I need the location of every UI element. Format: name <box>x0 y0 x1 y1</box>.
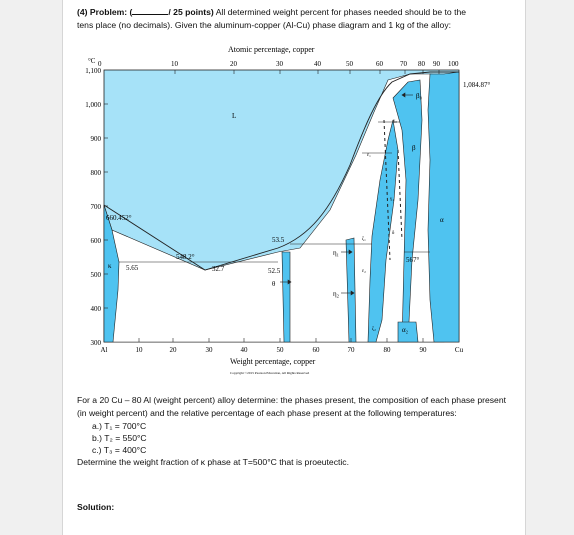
label-beta0: β₀ <box>416 92 423 100</box>
top-tick-label: 0 <box>98 60 102 68</box>
bottom-tick-label: 90 <box>419 346 427 354</box>
alpha-region <box>428 72 459 342</box>
label-theta: θ <box>272 280 276 288</box>
left-tick-label: 900 <box>90 135 101 143</box>
label-al-melt: 660.452° <box>106 214 132 222</box>
top-tick-label: 60 <box>376 60 383 68</box>
left-tick-label: 800 <box>90 169 101 177</box>
bottom-tick-label: 10 <box>135 346 143 354</box>
label-alpha: α <box>440 216 444 224</box>
label-epsilon2: ε₂ <box>362 269 366 274</box>
label-gamma0: γ₀ <box>393 119 397 124</box>
condition-list <box>77 420 507 456</box>
label-beta: β <box>412 144 416 152</box>
top-tick-label: 80 <box>418 60 425 68</box>
condition-item: c.) T₃ = 400°C <box>92 445 147 455</box>
top-tick-label: 90 <box>433 60 440 68</box>
label-zeta1: ζ₁ <box>362 237 366 242</box>
left-tick-label: 500 <box>90 271 101 279</box>
top-tick-labels <box>98 60 459 68</box>
left-unit: °C <box>88 57 96 65</box>
label-eta1: η₁ <box>333 249 340 257</box>
condition-item: b.) T₂ = 550°C <box>92 433 147 443</box>
label-alpha2: α₂ <box>402 326 409 334</box>
left-tick-label: 1,000 <box>85 101 101 109</box>
left-tick-label: 400 <box>90 305 101 313</box>
instruction-line1: All determined weight percent for phases needed should be to the <box>215 7 467 17</box>
left-tick-label: 600 <box>90 237 101 245</box>
bottom-tick-label: Cu <box>454 346 464 354</box>
bottom-tick-label: 70 <box>347 346 355 354</box>
label-5-65: 5.65 <box>126 264 139 272</box>
label-zeta2: ζ₂ <box>372 327 376 332</box>
instruction-line2: tens place (no decimals). Given the aluminum-copper (Al-Cu) phase diagram and 1 kg of the alloy: <box>77 20 452 30</box>
bottom-tick-label: 20 <box>169 346 177 354</box>
label-53-5: 53.5 <box>272 236 285 244</box>
bottom-tick-label: 80 <box>383 346 391 354</box>
label-liquid: L <box>232 112 237 120</box>
bottom-tick-label: 30 <box>205 346 213 354</box>
label-52-5: 52.5 <box>268 267 281 275</box>
left-tick-label: 700 <box>90 203 101 211</box>
condition-item: a.) T₁ = 700°C <box>92 421 147 431</box>
label-eta2: η₂ <box>333 290 340 298</box>
solution-label: Solution: <box>77 502 115 512</box>
top-tick-label: 70 <box>400 60 407 68</box>
top-tick-label: 10 <box>171 60 178 68</box>
label-cu-melt: 1,084.87° <box>463 81 491 89</box>
label-delta: δ <box>392 231 395 236</box>
top-tick-label: 100 <box>448 60 459 68</box>
top-axis-title: Atomic percentage, copper <box>228 45 315 54</box>
bottom-tick-labels <box>101 346 464 354</box>
bottom-tick-label: 60 <box>312 346 320 354</box>
label-567: 567° <box>406 256 420 264</box>
bottom-tick-label: 40 <box>240 346 248 354</box>
bottom-tick-label: 50 <box>276 346 284 354</box>
problem-label: (4) Problem: ( <box>77 7 133 17</box>
label-kappa: κ <box>108 262 112 270</box>
left-tick-labels <box>85 67 101 347</box>
top-tick-label: 50 <box>346 60 353 68</box>
copyright-note: Copyright ©2015 Pearson Education, All Rights Reserved <box>230 371 310 375</box>
left-tick-label: 1,100 <box>85 67 101 75</box>
question-block <box>77 394 507 469</box>
label-epsilon1: ε₁ <box>367 153 371 158</box>
label-eutectic: 548.2° <box>176 253 195 261</box>
question-final: Determine the weight fraction of κ phase at T=500°C that is proeutectic. <box>77 457 349 467</box>
top-tick-label: 20 <box>230 60 237 68</box>
bottom-axis-title: Weight percentage, copper <box>230 357 316 366</box>
top-tick-label: 30 <box>276 60 283 68</box>
question-intro: For a 20 Cu – 80 Al (weight percent) alloy determine: the phases present, the composition of each phase present (in weight percent) and the relative percentage of each phase present at the following temperatures: <box>77 395 506 418</box>
label-32-7: 32.7 <box>212 265 225 273</box>
bottom-tick-label: Al <box>100 346 108 354</box>
left-tick-label: 300 <box>90 339 101 347</box>
label-gamma1: γ₁ <box>390 197 394 202</box>
problem-points: / 25 points) <box>168 7 214 17</box>
top-tick-label: 40 <box>314 60 321 68</box>
